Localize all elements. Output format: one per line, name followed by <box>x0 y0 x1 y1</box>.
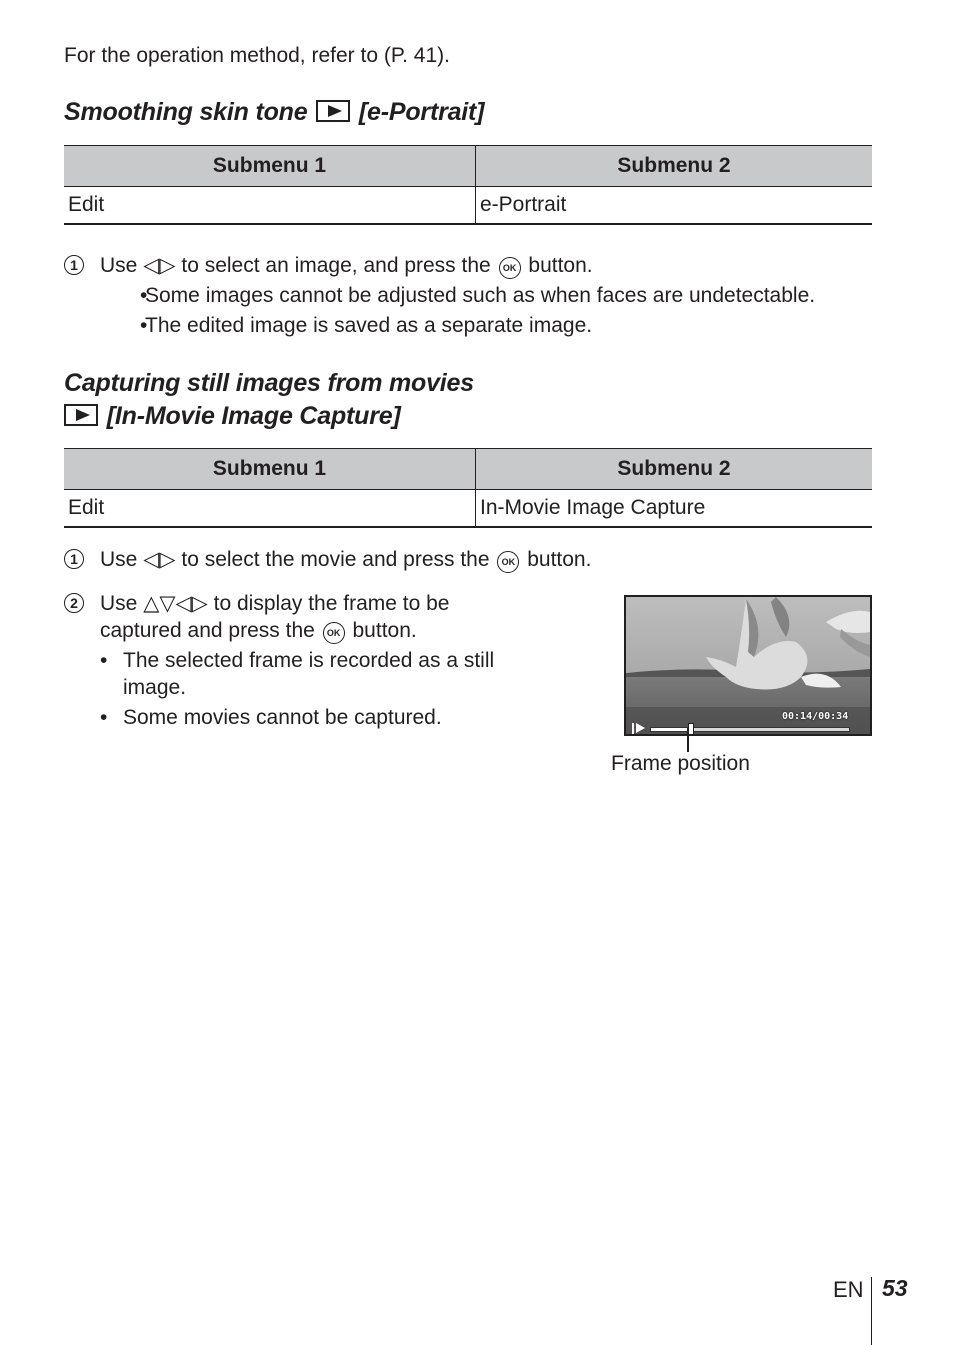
language-label: EN <box>833 1277 864 1302</box>
submenu-table-e-portrait <box>64 145 872 225</box>
table-cell: Edit <box>64 490 476 528</box>
progress-fill <box>651 728 691 731</box>
step-1-in-movie-capture <box>64 546 884 573</box>
heading-text: Smoothing skin tone <box>64 98 308 126</box>
intro-text: For the operation method, refer to (P. 41). <box>64 44 450 67</box>
step-1-e-portrait <box>64 252 884 339</box>
table-row <box>64 187 872 225</box>
step-2-in-movie-capture <box>64 590 564 731</box>
table-cell: In-Movie Image Capture <box>476 490 873 528</box>
page-number: 53 <box>882 1275 908 1301</box>
four-way-arrows-icon: △▽◁▷ <box>143 592 208 615</box>
submenu-table-in-movie-capture <box>64 448 872 528</box>
table-header: Submenu 1 <box>64 146 476 187</box>
playback-icon <box>316 100 350 122</box>
step-text: Use <box>100 548 138 571</box>
table-header: Submenu 2 <box>476 146 873 187</box>
step-text: button. <box>527 548 592 571</box>
step-text: captured and press the <box>100 619 315 642</box>
table-header: Submenu 1 <box>64 449 476 490</box>
bullet-item: • Some movies cannot be captured. <box>82 704 540 731</box>
step-text: to select an image, and press the <box>181 254 491 277</box>
footer-divider <box>871 1277 872 1345</box>
frame-position-caption: Frame position <box>611 752 750 775</box>
movie-frame-screen <box>624 595 872 736</box>
step-number-badge: 1 <box>64 255 84 275</box>
table-cell: e-Portrait <box>476 187 873 225</box>
table-cell: Edit <box>64 187 476 225</box>
bullet-item: • Some images cannot be adjusted such as when faces are undetectable. <box>122 282 884 309</box>
heading-suffix: [In-Movie Image Capture] <box>106 402 401 430</box>
step-text: Use <box>100 592 138 615</box>
section-heading-in-movie-capture <box>64 367 474 433</box>
bullet-item: • The edited image is saved as a separate image. <box>122 312 884 339</box>
step-number-badge: 2 <box>64 593 84 613</box>
movie-time-readout: 00:14/00:34 <box>782 711 849 722</box>
ok-button-icon: OK <box>497 551 519 573</box>
left-right-arrows-icon: ◁▷ <box>143 548 176 571</box>
step-text: to display the frame to be <box>213 592 450 615</box>
step-text: button. <box>528 254 593 277</box>
playback-icon <box>64 404 98 426</box>
table-header: Submenu 2 <box>476 449 873 490</box>
step-text: button. <box>352 619 417 642</box>
heading-text: Capturing still images from movies <box>64 369 474 397</box>
step-number-badge: 1 <box>64 549 84 569</box>
ok-button-icon: OK <box>323 622 345 644</box>
table-row <box>64 490 872 528</box>
step-text: Use <box>100 254 138 277</box>
heading-suffix: [e-Portrait] <box>358 98 485 126</box>
left-right-arrows-icon: ◁▷ <box>143 254 176 277</box>
step-text: to select the movie and press the <box>181 548 490 571</box>
progress-track <box>650 727 850 732</box>
play-pause-icon <box>632 723 646 735</box>
section-heading-e-portrait <box>64 96 484 129</box>
caption-leader-line <box>687 728 689 752</box>
bullet-item: • The selected frame is recorded as a still image. <box>82 647 540 701</box>
ok-button-icon: OK <box>499 257 521 279</box>
